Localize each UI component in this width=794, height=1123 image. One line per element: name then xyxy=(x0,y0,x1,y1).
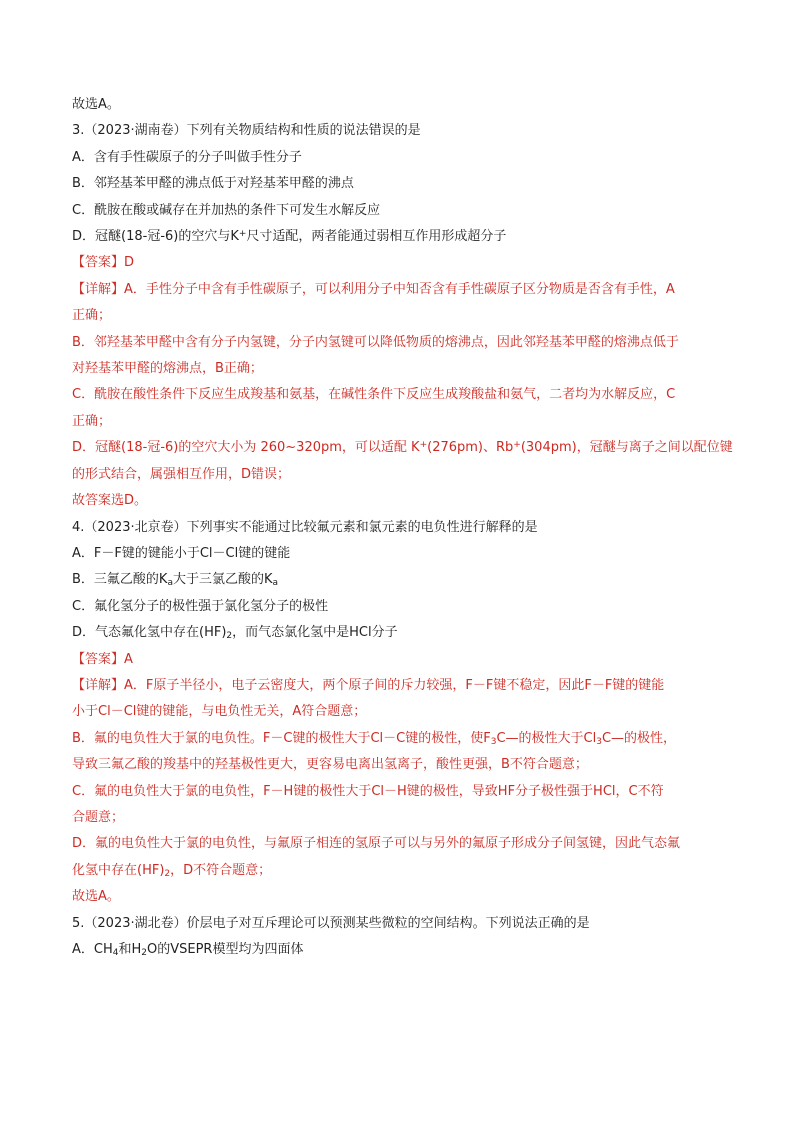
option-d: D．冠醚(18-冠-6)的空穴与K+尺寸适配，两者能通过弱相互作用形成超分子 xyxy=(72,229,507,245)
question-stem: 5.（2023·湖北卷）价层电子对互斥理论可以预测某些微粒的空间结构。下列说法正确的是 xyxy=(72,915,590,931)
option-b: B．三氟乙酸的$K_a$大于三氯乙酸的$K_a$ xyxy=(72,572,279,589)
explanation-c: C．氟的电负性大于氯的电负性，F－H键的极性大于Cl－H键的极性，导致HF分子极性强于HCl，C不符 xyxy=(72,783,664,799)
question-stem: 3.（2023·湖南卷）下列有关物质结构和性质的说法错误的是 xyxy=(72,123,421,139)
explanation-d: D．氟的电负性大于氯的电负性，与氟原子相连的氢原子可以与另外的氟原子形成分子间氢键，因此气态氟 xyxy=(72,836,681,852)
explanation-b: B．邻羟基苯甲醛中含有分子内氢键，分子内氢键可以降低物质的熔沸点，因此邻羟基苯甲醛的熔沸点低于 xyxy=(72,334,679,350)
explanation-b-cont: 导致三氟乙酸的羧基中的羟基极性更大，更容易电离出氢离子，酸性更强，B不符合题意； xyxy=(72,757,588,773)
explanation-label: 【详解】 xyxy=(72,281,125,297)
explanation-c-cont: 正确； xyxy=(72,413,112,429)
explanation-a-cont: 正确； xyxy=(72,308,112,324)
explanation-d-cont: 的形式结合，属强相互作用，D错误； xyxy=(72,466,291,482)
option-a: A．$CH_4$和$H_2O$的VSEPR模型均为四面体 xyxy=(72,942,304,958)
option-d: D．气态氟化氢中存在$(HF)_2$，而气态氯化氢中是HCl分子 xyxy=(72,625,398,642)
option-b: B．邻羟基苯甲醛的沸点低于对羟基苯甲醛的沸点 xyxy=(72,176,354,192)
explanation-d: D．冠醚(18-冠-6)的空穴大小为 260~320pm，可以适配 K+(276pm)、Rb+(304pm)，冠醚与离子之间以配位键 xyxy=(72,440,733,456)
answer: 【答案】A xyxy=(72,651,133,667)
option-a: A．含有手性碳原子的分子叫做手性分子 xyxy=(72,149,302,165)
option-a: A．F－F键的键能小于Cl－Cl键的键能 xyxy=(72,545,291,561)
question-4 xyxy=(72,515,732,911)
explanation-c-cont: 合题意； xyxy=(72,809,125,825)
document-page xyxy=(72,92,732,963)
option-c: C．氟化氢分子的极性强于氯化氢分子的极性 xyxy=(72,598,329,614)
prev-conclusion: 故选A。 xyxy=(72,97,120,112)
explanation-a: 【详解】A．手性分子中含有手性碳原子，可以利用分子中知否含有手性碳原子区分物质是否含有手性，A xyxy=(72,281,675,297)
question-5 xyxy=(72,911,732,964)
explanation-b-cont: 对羟基苯甲醛的熔沸点，B正确； xyxy=(72,361,263,377)
question-stem: 4.（2023·北京卷）下列事实不能通过比较氟元素和氯元素的电负性进行解释的是 xyxy=(72,519,538,535)
question-3 xyxy=(72,118,732,514)
explanation-label: 【详解】 xyxy=(72,677,125,693)
explanation-b: B．氟的电负性大于氯的电负性。F－C键的极性大于Cl－C键的极性，使$F_3C—$的极性大于$Cl_3C—$的极性， xyxy=(72,730,677,747)
option-c: C．酰胺在酸或碱存在并加热的条件下可发生水解反应 xyxy=(72,202,381,218)
conclusion: 故选A。 xyxy=(72,889,120,905)
explanation-d-cont: 化氢中存在$(HF)_2$，D不符合题意； xyxy=(72,862,272,879)
explanation-a: 【详解】A．F原子半径小，电子云密度大，两个原子间的斥力较强，F－F键不稳定，因此F－F键的键能 xyxy=(72,677,665,693)
conclusion: 故答案选D。 xyxy=(72,493,148,509)
explanation-a-cont: 小于Cl－Cl键的键能，与电负性无关，A符合题意； xyxy=(72,704,367,720)
answer: 【答案】D xyxy=(72,255,135,271)
explanation-c: C．酰胺在酸性条件下反应生成羧基和氨基，在碱性条件下反应生成羧酸盐和氨气，二者均为水解反应，C xyxy=(72,387,676,403)
